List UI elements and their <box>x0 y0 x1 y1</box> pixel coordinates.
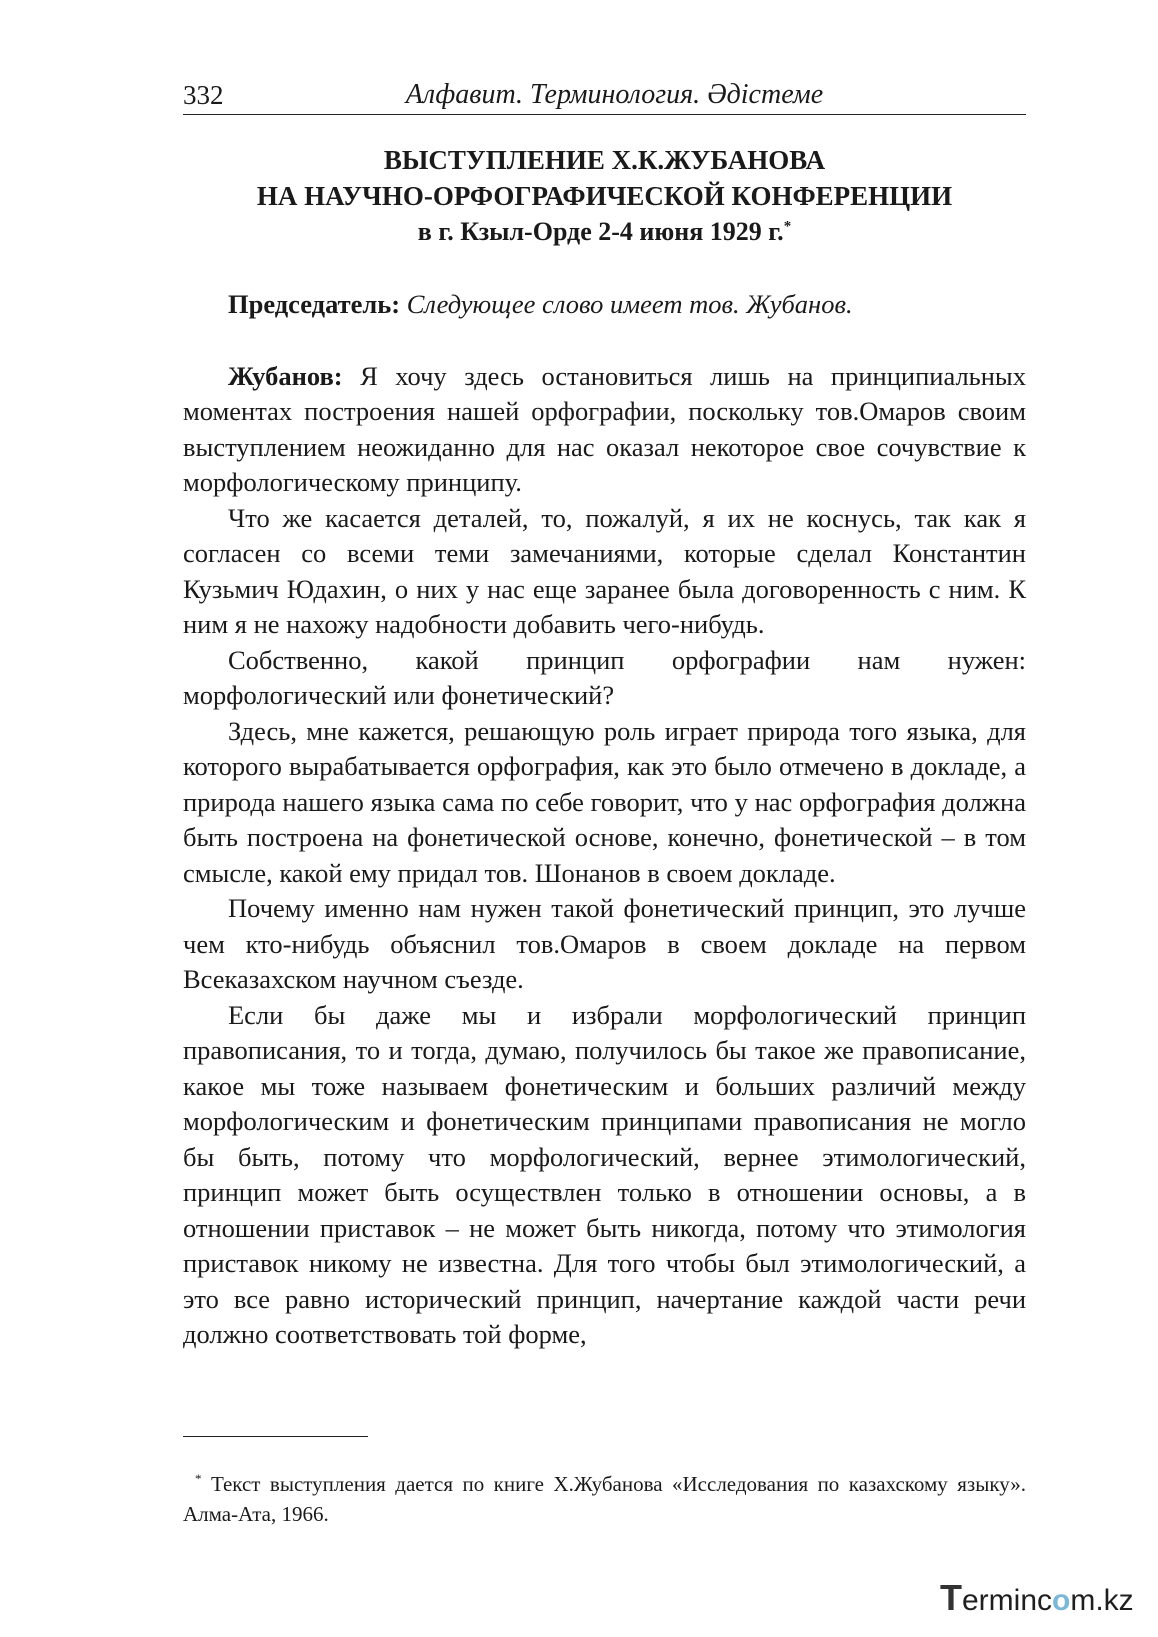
speech-paragraph: Если бы даже мы и избрали морфологический принцип правописания, то и тогда, думаю, получилось бы такое же правописание, какое мы тоже называем фонетическим и больших различий между морфологическим и фонетическим принципами правописания не могло бы быть, потому что морфологический, вернее этимологический, принцип может быть осуществлен только в отношении основы, а в отношении приставок – не может быть никогда, потому что этимология приставок никому не известна. Для того чтобы был этимологический, а это все равно исторический принцип, начертание каждой части речи должно соответствовать той форме, <box>183 999 1026 1349</box>
title-footnote-mark: * <box>783 218 792 235</box>
watermark-text: erminc <box>962 1584 1053 1617</box>
footnote <box>183 1469 1026 1529</box>
article-title <box>183 142 1026 250</box>
speech-text-1: Я хочу здесь остановиться лишь на принципиальных моментах построения нашей орфографии, поскольку тов.Омаров своим выступлением неожиданно для нас оказал некоторое свое сочувствие к морфологическому принципу. <box>183 360 1026 497</box>
title-date: в г. Кзыл-Орде 2-4 июня 1929 г. <box>417 217 784 246</box>
speech-paragraph: Собственно, какой принцип орфографии нам нужен: морфологический или фонетический? <box>183 644 1026 710</box>
speech-paragraph: Здесь, мне кажется, решающую роль играет природа того языка, для которого вырабатывается орфография, как это было отмечено в докладе, а природа нашего языка сама по себе говорит, что у нас орфография должна быть построена на фонетической основе, конечно, фонетической – в том смысле, какой ему придал тов. Шонанов в своем докладе. <box>183 715 1026 888</box>
chair-speaker: Председатель: <box>228 289 401 319</box>
watermark-domain: m.kz <box>1070 1584 1134 1617</box>
speech-paragraph: Почему именно нам нужен такой фонетический принцип, это лучше чем кто-нибудь объяснил тов.Омаров в своем докладе на первом Всеказахском научном съезде. <box>183 893 1026 994</box>
chair-text: Следующее слово имеет тов. Жубанов. <box>406 289 853 319</box>
running-header <box>183 78 1026 115</box>
footnote-divider <box>183 1436 368 1437</box>
footnote-mark: * <box>195 1471 202 1486</box>
title-line-2: НА НАУЧНО-ОРФОГРАФИЧЕСКОЙ КОНФЕРЕНЦИИ <box>256 181 953 211</box>
speech-speaker: Жубанов: <box>228 360 343 391</box>
watermark-accent: o <box>1052 1584 1071 1617</box>
title-line-1: ВЫСТУПЛЕНИЕ Х.К.ЖУБАНОВА <box>383 145 826 175</box>
running-title: Алфавит. Терминология. Әдістеме <box>405 79 824 110</box>
title-line-3 <box>183 214 1026 250</box>
watermark-letter: T <box>940 1577 962 1618</box>
termincom-watermark <box>940 1576 1140 1620</box>
speech-paragraph <box>183 359 1026 501</box>
article-body <box>183 287 1026 1353</box>
speech-paragraph: Что же касается деталей, то, пожалуй, я их не коснусь, так как я согласен со всеми теми замечаниями, которые сделал Константин Кузьмич Юдахин, о них у нас еще заранее была договоренность с ним. К ним я не нахожу надобности добавить чего-нибудь. <box>183 502 1026 639</box>
page-number: 332 <box>183 80 224 110</box>
chair-paragraph <box>183 287 1026 323</box>
footnote-text: Текст выступления дается по книге Х.Жубанова «Исследования по казахскому языку». Алма-Ата, 1966. <box>183 1472 1026 1526</box>
